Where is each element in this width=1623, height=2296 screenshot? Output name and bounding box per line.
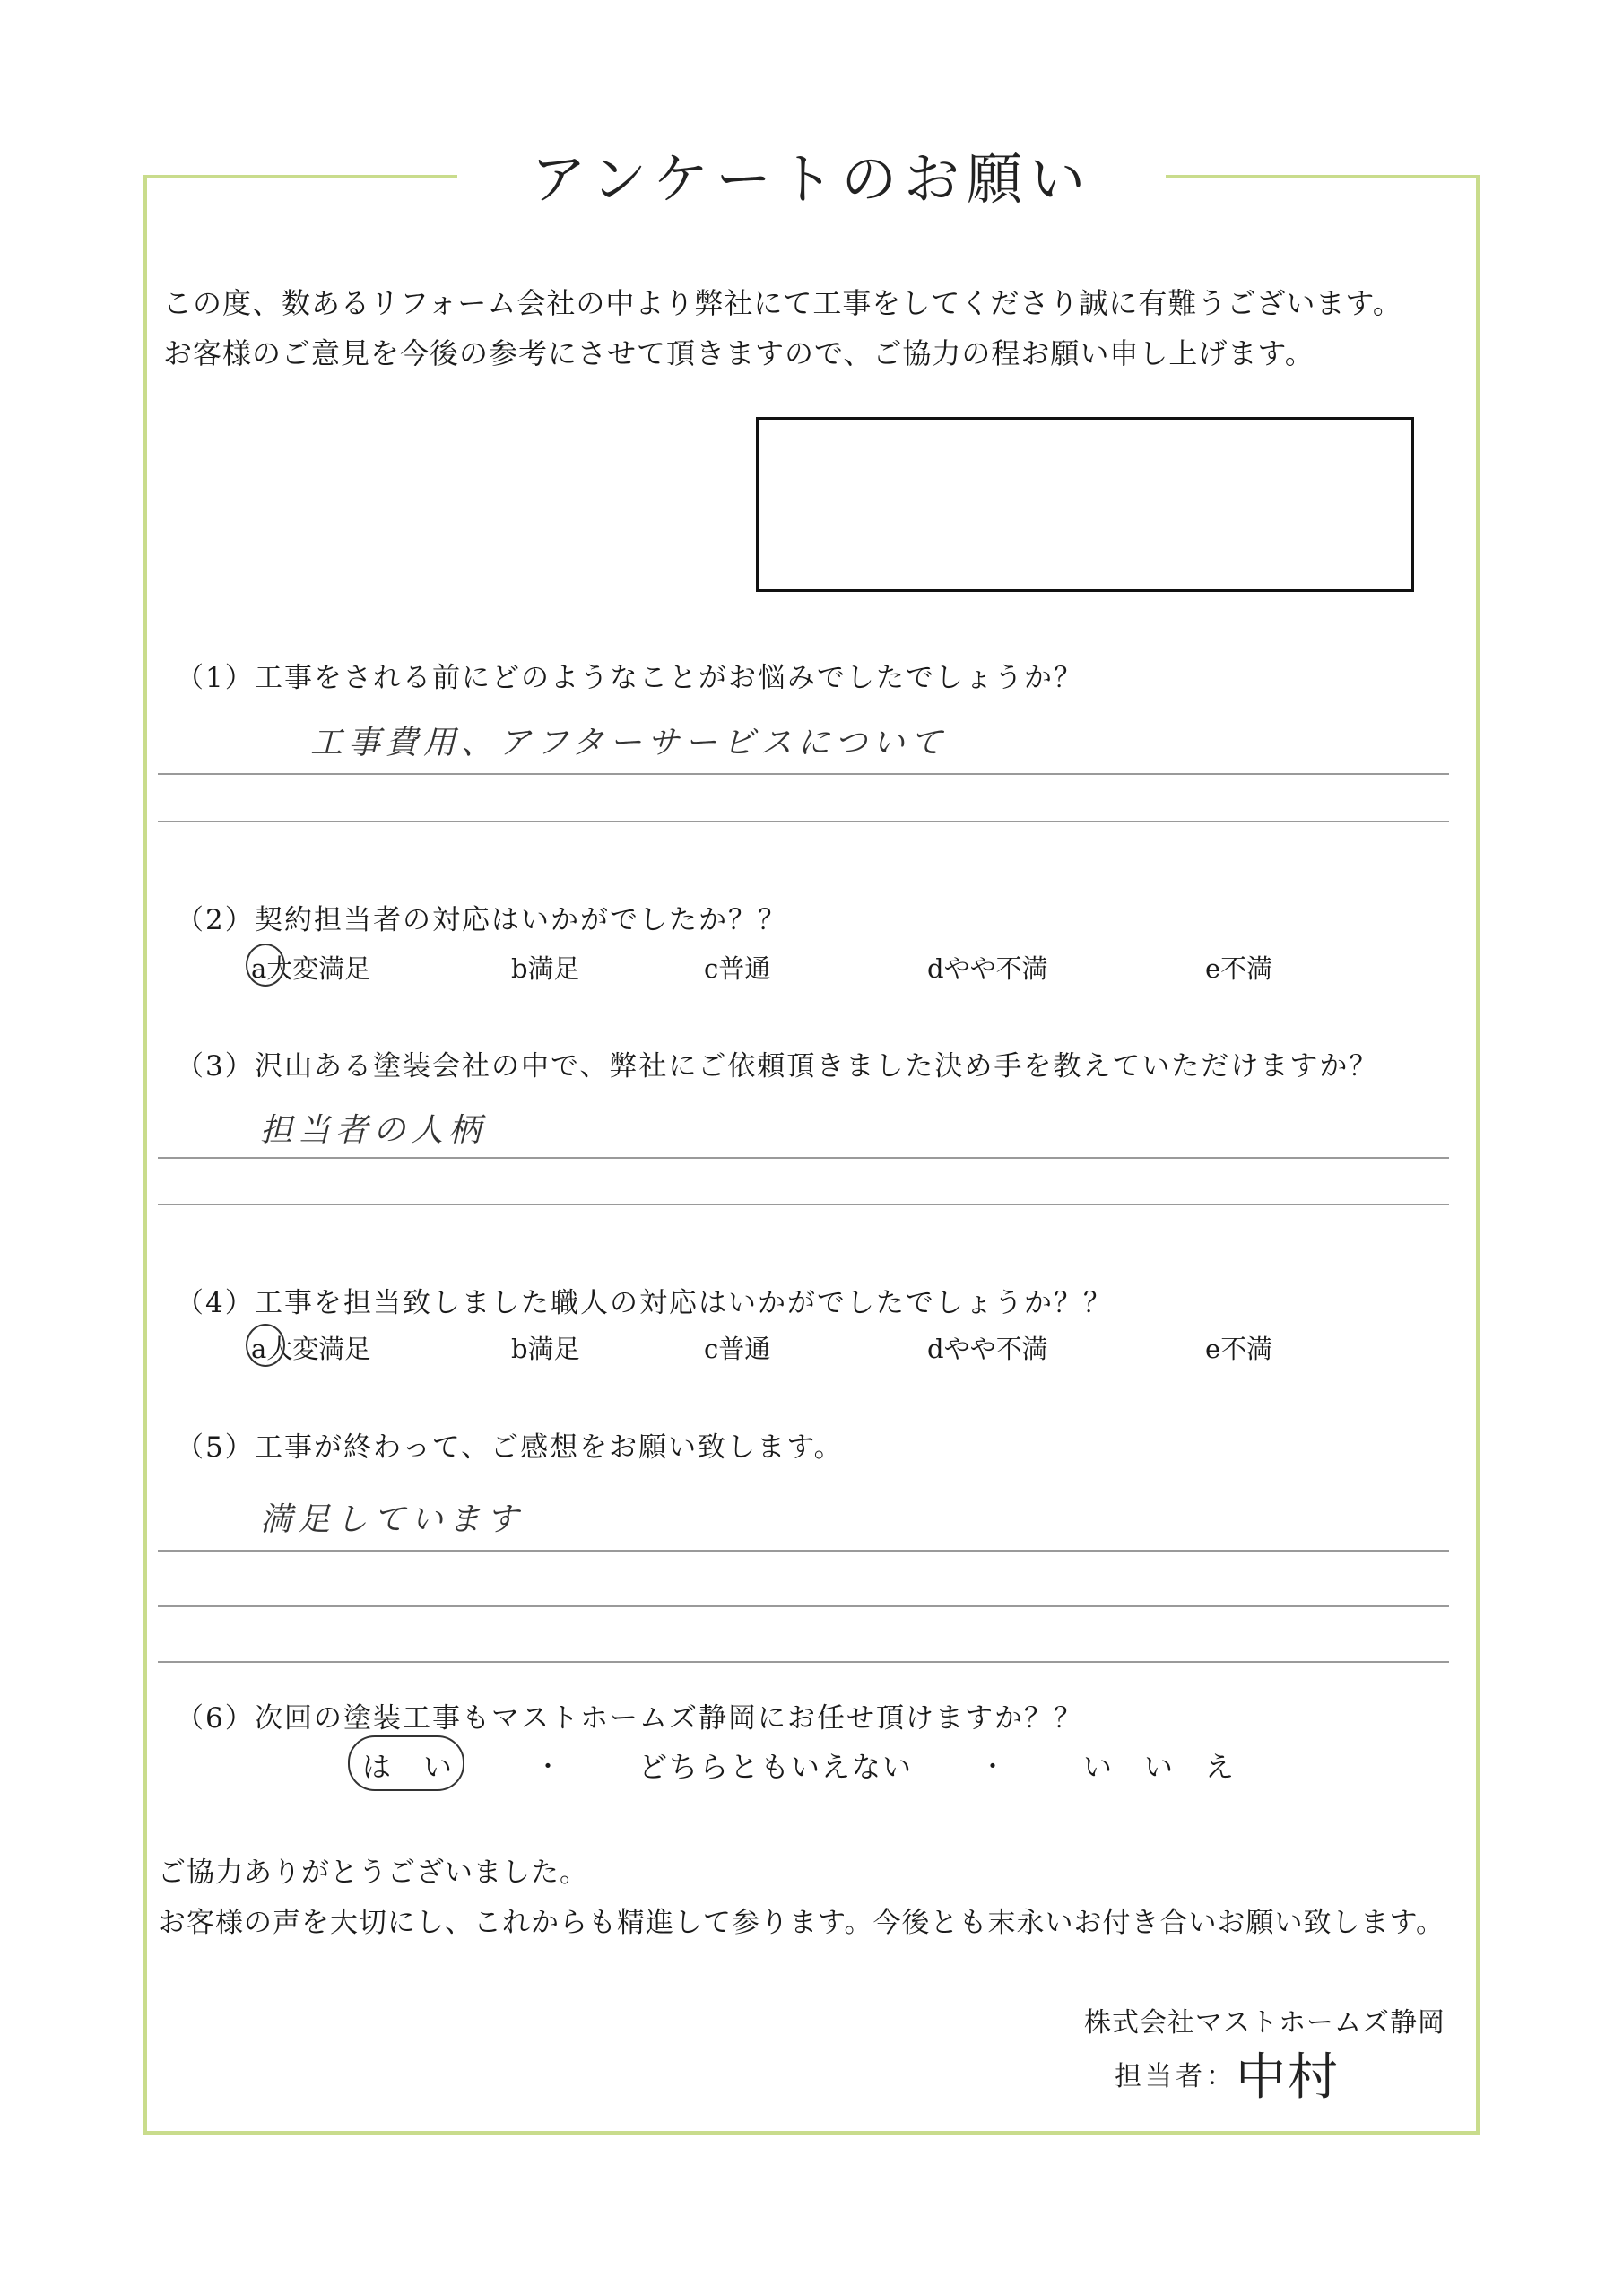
answer-3-handwriting: 担当者の人柄 (260, 1112, 487, 1149)
answer-line (158, 1661, 1449, 1663)
answer-1-handwriting: 工事費用、アフターサービスについて (310, 725, 948, 761)
answer-line (158, 1157, 1449, 1159)
title-area (457, 135, 1166, 224)
separator-dot: ・ (535, 1752, 561, 1781)
question-number: （3） (176, 1050, 255, 1083)
answer-5-handwriting: 満足しています (260, 1501, 525, 1538)
question-number: （1） (176, 662, 255, 694)
company-name: 株式会社マストホームズ静岡 (1084, 2007, 1445, 2039)
question-2 (176, 897, 787, 937)
page-title: アンケートのお願い (530, 146, 1093, 212)
intro-line-2: お客様のご意見を今後の参考にさせて頂きますので、ご協力の程お願い申し上げます。 (163, 336, 1315, 370)
choice-e[interactable]: e不満 (1205, 1334, 1273, 1364)
question-text: 工事を担当致しました職人の対応はいかがでしたでしょうか？？ (255, 1287, 1113, 1319)
choice-c[interactable]: c普通 (704, 1334, 771, 1364)
question-1 (176, 655, 1083, 695)
choice-d[interactable]: dやや不満 (927, 953, 1048, 984)
answer-line (158, 773, 1449, 775)
choice-a-selected[interactable]: a大変満足 (251, 1329, 370, 1366)
question-text: 工事が終わって、ご感想をお願い致します。 (255, 1431, 844, 1464)
closing-line-1: ご協力ありがとうございました。 (158, 1857, 588, 1889)
selection-circle (246, 1324, 285, 1367)
intro-line-1: この度、数あるリフォーム会社の中より弊社にて工事をしてくださり誠に有難うございます。 (163, 286, 1402, 320)
closing-text (158, 1848, 1445, 1948)
option-no[interactable]: い い え (1083, 1750, 1237, 1784)
choice-c[interactable]: c普通 (704, 953, 771, 984)
question-number: （5） (176, 1431, 255, 1464)
answer-line (158, 821, 1449, 822)
question-text: 次回の塗装工事もマストホームズ静岡にお任せ頂けますか？？ (255, 1702, 1083, 1735)
question-text: 工事をされる前にどのようなことがお悩みでしたでしょうか？ (255, 662, 1083, 694)
answer-line (158, 1605, 1449, 1607)
option-yes[interactable]: は い (362, 1750, 455, 1784)
question-number: （2） (176, 904, 255, 936)
staff-signature: 中村 (1236, 2048, 1340, 2107)
question-text: 沢山ある塗装会社の中で、弊社にご依頼頂きました決め手を教えていただけますか？ (255, 1050, 1379, 1083)
question-number: （6） (176, 1702, 255, 1735)
question-4 (176, 1280, 1113, 1320)
choice-d[interactable]: dやや不満 (927, 1334, 1048, 1364)
closing-line-2: お客様の声を大切にし、これからも精進して参ります。今後とも末永いお付き合いお願い致します。 (158, 1907, 1445, 1939)
choice-b[interactable]: b満足 (511, 953, 580, 984)
option-neither[interactable]: どちらともいえない (638, 1750, 914, 1784)
choice-b[interactable]: b満足 (511, 1334, 580, 1364)
question-3 (176, 1043, 1378, 1083)
selection-circle (246, 944, 285, 987)
choice-e[interactable]: e不満 (1205, 953, 1273, 984)
question-number: （4） (176, 1287, 255, 1319)
customer-name-box[interactable] (756, 417, 1414, 592)
separator-dot: ・ (980, 1752, 1006, 1781)
intro-text (163, 278, 1402, 378)
question-6 (176, 1695, 1083, 1735)
choice-a-selected[interactable]: a大変満足 (251, 949, 370, 986)
question-text: 契約担当者の対応はいかがでしたか？？ (255, 904, 787, 936)
answer-line (158, 1550, 1449, 1552)
question-5 (176, 1424, 844, 1465)
staff-label: 担当者： (1115, 2061, 1237, 2092)
answer-line (158, 1204, 1449, 1205)
